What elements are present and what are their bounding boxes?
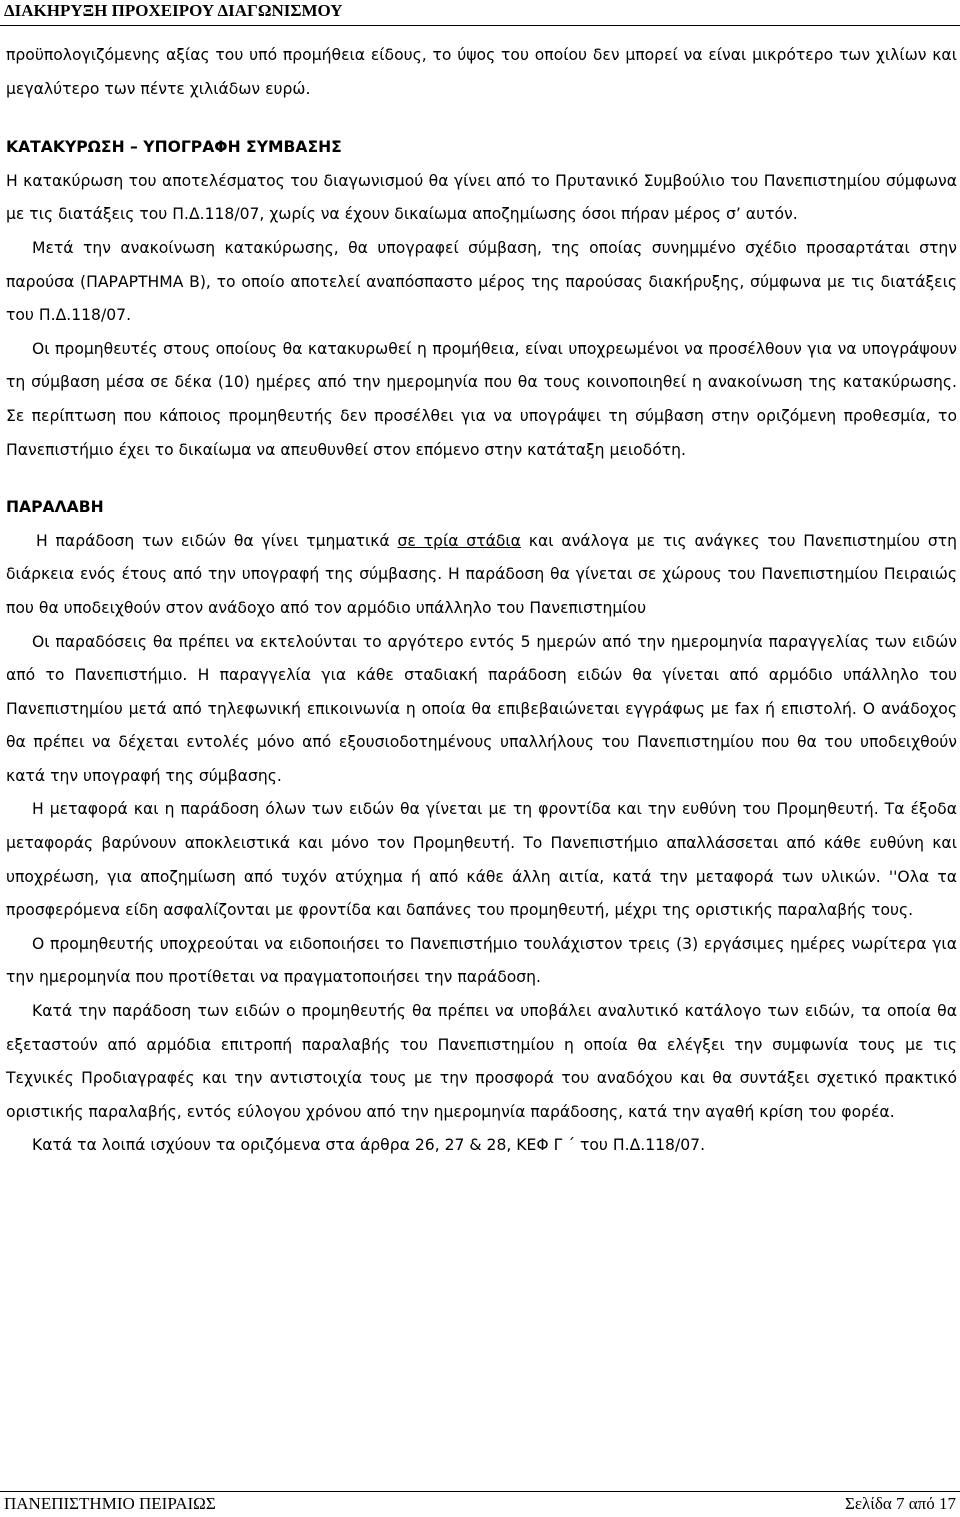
section-heading-award: ΚΑΤΑΚΥΡΩΣΗ – ΥΠΟΓΡΑΦΗ ΣΥΜΒΑΣΗΣ [6, 138, 342, 157]
page-number: Σελίδα 7 από 17 [844, 1494, 956, 1513]
document-header [0, 0, 960, 26]
paragraph-suppliers: Οι προμηθευτές στους οποίους θα κατακυρωθεί η προμήθεια, είναι υποχρεωμένοι να προσέλθουν για να υπογράψουν τη σύμβαση μέσα σε δέκα (10) ημέρες από την ημερομηνία που θα τους κοινοποιηθεί η ανακοίνωση της κατακύρωσης. Σε περίπτωση που κάποιος προμηθευτής δεν προσέλθει για να υπογράψει τη σύμβαση στην οριζόμενη προθεσμία, το Πανεπιστήμιο έχει το δικαίωμα να απευθυνθεί στον επόμενο στην κατάταξη μειοδότη. [6, 339, 957, 459]
document-body [6, 39, 957, 1163]
paragraph-notification: Ο προμηθευτής υποχρεούται να ειδοποιήσει το Πανεπιστήμιο τουλάχιστον τρεις (3) εργάσιμες ημέρες νωρίτερα για την ημερομηνία που προτίθεται να πραγματοποιήσει την παράδοση. [6, 934, 957, 987]
paragraph-contract: Μετά την ανακοίνωση κατακύρωσης, θα υπογραφεί σύμβαση, της οποίας συνημμένο σχέδιο προσαρτάται στην παρούσα (ΠΑΡΑΡΤΗΜΑ Β), το οποίο αποτελεί αναπόσπαστο μέρος της παρούσας διακήρυξης, σύμφωνα με τις διατάξεις του Π.Δ.118/07. [6, 238, 957, 325]
spacer [6, 467, 957, 491]
intro-paragraph: προϋπολογιζόμενης αξίας του υπό προμήθεια είδους, το ύψος του οποίου δεν μπορεί να είναι μικρότερο των χιλίων και μεγαλύτερο των πέντε χιλιάδων ευρώ. [6, 46, 957, 98]
paragraph-award: Η κατακύρωση του αποτελέσματος του διαγωνισμού θα γίνει από το Πρυτανικό Συμβούλιο του Πανεπιστημίου σύμφωνα με τις διατάξεις του Π.Δ.118/07, χωρίς να έχουν δικαίωμα αποζημίωσης όσοι πήραν μέρος σ’ αυτόν. [6, 171, 957, 224]
paragraph-other-provisions: Κατά τα λοιπά ισχύουν τα οριζόμενα στα άρθρα 26, 27 & 28, ΚΕΦ Γ ΄ του Π.Δ.118/07. [32, 1136, 706, 1155]
spacer [6, 106, 957, 131]
paragraph-inspection: Κατά την παράδοση των ειδών ο προμηθευτής θα πρέπει να υποβάλει αναλυτικό κατάλογο των ειδών, τα οποία θα εξεταστούν από αρμόδια επιτροπή παραλαβής του Πανεπιστημίου η οποία θα ελέγξει την συμφωνία τους με τις Τεχνικές Προδιαγραφές και την αντιστοιχία τους με την προσφορά του αναδόχου και θα συντάξει σχετικό πρακτικό οριστικής παραλαβής, εντός εύλογου χρόνου από την ημερομηνία παράδοσης, κατά την αγαθή κρίση του φορέα. [6, 1002, 957, 1121]
paragraph-transport: Η μεταφορά και η παράδοση όλων των ειδών θα γίνεται με τη φροντίδα και την ευθύνη του Προμηθευτή. Τα έξοδα μεταφοράς βαρύνουν αποκλειστικά και μόνο τον Προμηθευτή. Το Πανεπιστήμιο απαλλάσσεται από κάθε ευθύνη και υποχρέωση, για αποζημίωση από τυχόν ατύχημα ή από κάθε άλλη αιτία, κατά την μεταφορά των υλικών. ''Ολα τα προσφερόμενα είδη ασφαλίζονται με φροντίδα και δαπάνες του προμηθευτή, μέχρι της οριστικής παραλαβής τους. [6, 800, 957, 920]
paragraph-delivery [6, 525, 957, 626]
section-heading-receipt: ΠΑΡΑΛΑΒΗ [6, 498, 104, 517]
delivery-text-end: και ανάλογα με τις ανάγκες του Πανεπιστημίου στη διάρκεια ενός έτους από την υπογραφή της σύμβασης. Η παράδοση θα γίνεται σε χώρους του Πανεπιστημίου Πειραιώς που θα υποδειχθούν στον ανάδοχο από τον αρμόδιο υπάλληλο του Πανεπιστημίου [6, 531, 957, 617]
delivery-text-start: Η παράδοση των ειδών θα γίνει τμηματικά [36, 531, 398, 550]
document-footer [0, 1491, 960, 1517]
paragraph-deliveries: Οι παραδόσεις θα πρέπει να εκτελούνται το αργότερο εντός 5 ημερών από την ημερομηνία παραγγελίας των ειδών από το Πανεπιστήμιο. Η παραγγελία για κάθε σταδιακή παράδοση ειδών θα γίνεται από αρμόδιο υπάλληλο του Πανεπιστημίου μετά από τηλεφωνική επικοινωνία η οποία θα επιβεβαιώνεται εγγράφως με fax ή επιστολή. Ο ανάδοχος θα πρέπει να δέχεται εντολές μόνο από εξουσιοδοτημένους υπαλλήλους του Πανεπιστημίου που θα του υποδειχθούν κατά την υπογραφή της σύμβασης. [6, 632, 957, 785]
footer-organization: ΠΑΝΕΠΙΣΤΗΜΙΟ ΠΕΙΡΑΙΩΣ [4, 1494, 216, 1513]
header-title: ΔΙΑΚΗΡΥΞΗ ΠΡΟΧΕΙΡΟΥ ΔΙΑΓΩΝΙΣΜΟΥ [4, 1, 343, 20]
delivery-text-underlined: σε τρία στάδια [397, 531, 521, 550]
